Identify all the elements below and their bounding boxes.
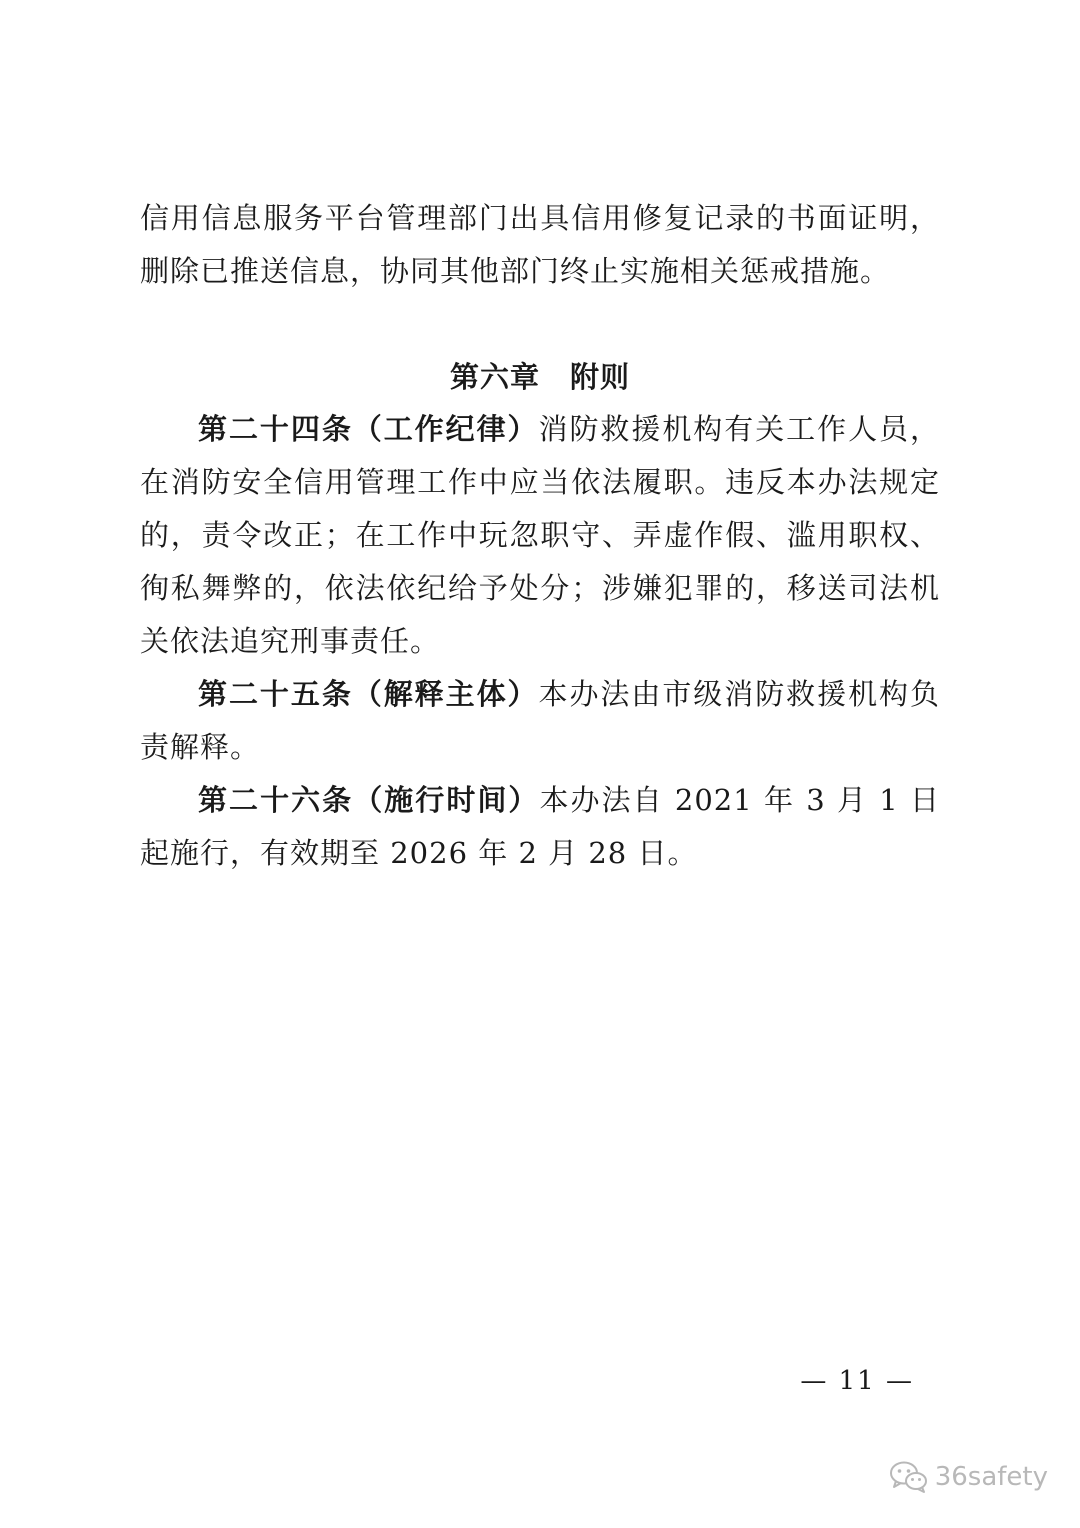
watermark: [889, 1460, 1048, 1494]
page-number: — 11 —: [800, 1366, 914, 1396]
article-title: 第二十五条（解释主体）: [198, 677, 539, 711]
article-body: 消防救援机构有关工作人员，在消防安全信用管理工作中应当依法履职。违反本办法规定的，责令改正；在工作中玩忽职守、弄虚作假、滥用职权、徇私舞弊的，依法依纪给予处分；涉嫌犯罪的，移送司法机关依法追究刑事责任。: [140, 412, 940, 658]
article-24: [140, 403, 940, 668]
article-25: [140, 668, 940, 774]
article-title: 第二十四条（工作纪律）: [198, 412, 539, 446]
paragraph-continuation: 信用信息服务平台管理部门出具信用修复记录的书面证明，删除已推送信息，协同其他部门终止实施相关惩戒措施。: [140, 201, 940, 288]
article-26: [140, 774, 940, 880]
article-title: 第二十六条（施行时间）: [198, 783, 540, 817]
article-body: 本办法由市级消防救援机构负责解释。: [140, 677, 940, 764]
watermark-text: 36safety: [934, 1462, 1048, 1492]
article-body: 本办法自 2021 年 3 月 1 日起施行，有效期至 2026 年 2 月 28 日。: [140, 783, 940, 870]
articles-list: [140, 403, 940, 880]
wechat-icon: [889, 1460, 929, 1494]
chapter-heading: 第六章 附则: [449, 360, 630, 394]
